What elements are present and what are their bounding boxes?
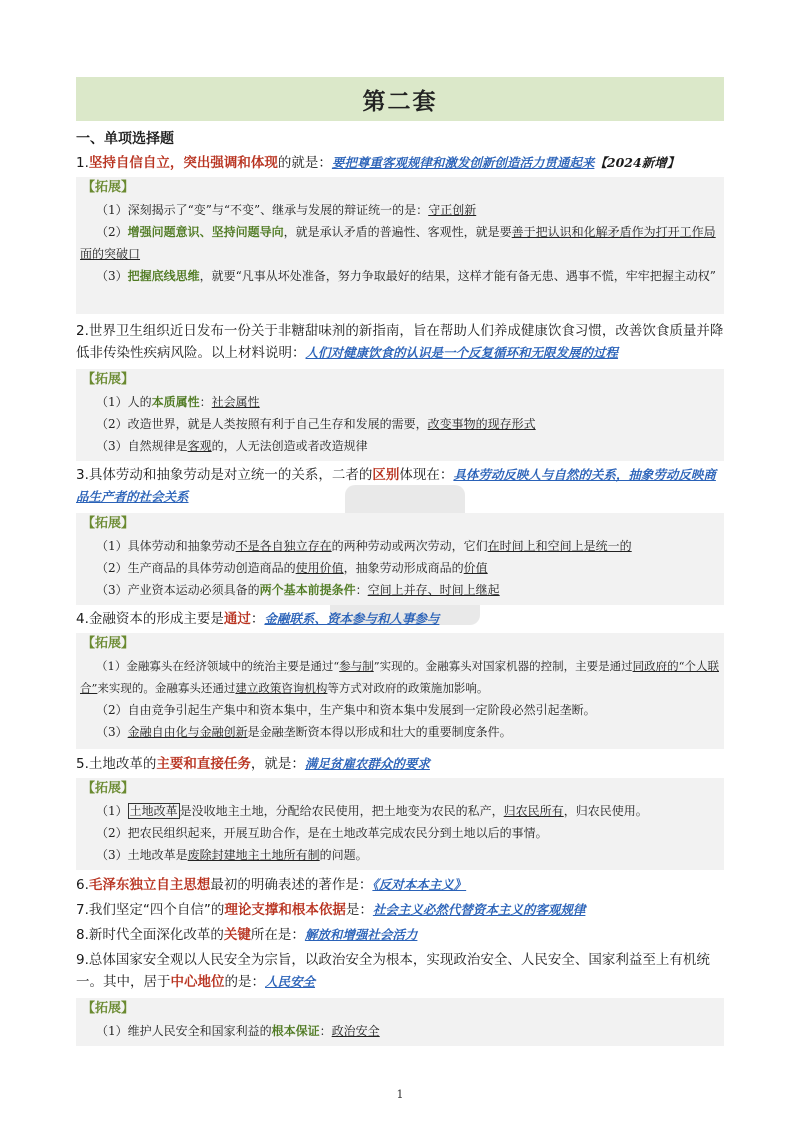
title-bar bbox=[76, 77, 724, 121]
question-6 bbox=[76, 874, 724, 896]
extension-heading: 【拓展】 bbox=[82, 636, 135, 651]
page-title: 第二套 bbox=[362, 87, 438, 115]
q9-stem: 9.总体国家安全观以人民安全为宗旨，以政治安全为根本，实现政治安全、人民安全、国家利益至上有机统一。其中，居于 bbox=[76, 952, 710, 990]
q1-ext-2: （2）增强问题意识、坚持问题导向，就是承认矛盾的普遍性、客观性，就是要善于把认识和化解矛盾作为打开工作局面的突破口 bbox=[80, 225, 716, 261]
section-heading: 一、单项选择题 bbox=[76, 131, 174, 147]
q4-keyword: 通过 bbox=[223, 611, 251, 627]
q5-ext-1: （1） 土地改革 是没收地主土地，分配给农民使用，把土地变为农民的私产，归农民所有，归农民使用。 bbox=[96, 804, 648, 818]
extension-heading: 【拓展】 bbox=[82, 1001, 135, 1016]
q9-stem-2: 的是： bbox=[224, 974, 265, 990]
q3-ext-2: （2）生产商品的具体劳动创造商品的使用价值，抽象劳动形成商品的价值 bbox=[96, 561, 488, 575]
extension-heading: 【拓展】 bbox=[82, 180, 135, 195]
q9-answer: 人民安全 bbox=[265, 974, 316, 989]
extension-heading: 【拓展】 bbox=[82, 781, 135, 796]
question-3 bbox=[76, 464, 724, 508]
q5-stem-2: ，就是： bbox=[250, 756, 305, 772]
q4-ext-2: （2）自由竞争引起生产集中和资本集中，生产集中和资本集中发展到一定阶段必然引起垄断。 bbox=[96, 703, 596, 717]
q2-stem: 2.世界卫生组织近日发布一份关于非糖甜味剂的新指南，旨在帮助人们养成健康饮食习惯，改善饮食质量并降低非传染性疾病风险。以上材料说明： bbox=[76, 323, 724, 361]
q7-stem: 7.我们坚定“四个自信”的 bbox=[76, 902, 225, 918]
q1-stem: 的就是： bbox=[277, 155, 332, 171]
q5-keyword: 主要和直接任务 bbox=[156, 756, 251, 772]
q9-ext-1: （1）维护人民安全和国家利益的根本保证：政治安全 bbox=[96, 1024, 380, 1038]
q3-answer: 具体劳动反映人与自然的关系，抽象劳动反映商品生产者的社会关系 bbox=[76, 467, 716, 504]
question-7 bbox=[76, 899, 724, 921]
question-5 bbox=[76, 753, 724, 775]
q5-answer: 满足贫雇农群众的要求 bbox=[304, 756, 430, 771]
question-2 bbox=[76, 320, 724, 364]
q2-ext-2: （2）改造世界，就是人类按照有利于自己生存和发展的需要，改变事物的现存形式 bbox=[96, 417, 536, 431]
q3-stem-2: 体现在： bbox=[399, 467, 454, 483]
q4-stem: 4.金融资本的形成主要是 bbox=[76, 611, 224, 627]
q9-keyword: 中心地位 bbox=[170, 974, 225, 990]
page-number: 1 bbox=[396, 1088, 404, 1101]
q1-ext-1: （1）深刻揭示了“变”与“不变”、继承与发展的辩证统一的是：守正创新 bbox=[96, 203, 477, 217]
extension-heading: 【拓展】 bbox=[82, 372, 135, 387]
extension-heading: 【拓展】 bbox=[82, 516, 135, 531]
q4-stem-2: ： bbox=[250, 611, 265, 627]
q8-stem: 8.新时代全面深化改革的 bbox=[76, 927, 224, 943]
extension-box-3 bbox=[76, 513, 724, 605]
q7-keyword: 理论支撑和根本依据 bbox=[224, 902, 346, 918]
q3-keyword: 区别 bbox=[372, 467, 400, 483]
extension-box-4 bbox=[76, 633, 724, 749]
q4-answer: 金融联系、资本参与和人事参与 bbox=[264, 611, 440, 626]
q1-keyword: 坚持自信自立，突出强调和体现 bbox=[88, 155, 278, 171]
q7-stem-2: 是： bbox=[345, 902, 373, 918]
q3-stem: 3.具体劳动和抽象劳动是对立统一的关系，二者的 bbox=[76, 467, 373, 483]
q1-answer: 要把尊重客观规律和激发创新创造活力贯通起来 bbox=[331, 155, 595, 170]
q6-keyword: 毛泽东独立自主思想 bbox=[88, 877, 211, 893]
extension-box-2 bbox=[76, 369, 724, 461]
question-9 bbox=[76, 949, 724, 993]
q1-number: 1. bbox=[76, 155, 89, 171]
q2-answer: 人们对健康饮食的认识是一个反复循环和无限发展的过程 bbox=[305, 345, 619, 360]
q8-stem-2: 所在是： bbox=[250, 927, 305, 943]
extension-box-5 bbox=[76, 778, 724, 870]
q4-ext-1: （1）金融寡头在经济领域中的统治主要是通过“参与制”实现的。金融寡头对国家机器的控制，主要是通过同政府的“个人联合”来实现的。金融寡头还通过建立政策咨询机构等方式对政府的政策施加影响。 bbox=[80, 659, 719, 695]
q8-answer: 解放和增强社会活力 bbox=[304, 927, 418, 942]
q1-tag: 【2024新增】 bbox=[594, 155, 680, 170]
q6-answer: 《反对本本主义》 bbox=[372, 877, 467, 892]
q6-stem: 最初的明确表述的著作是： bbox=[210, 877, 373, 893]
q5-ext-3: （3）土地改革是废除封建地主土地所有制的问题。 bbox=[96, 848, 368, 862]
q4-ext-3: （3）金融自由化与金融创新是金融垄断资本得以形成和壮大的重要制度条件。 bbox=[96, 725, 512, 739]
q8-keyword: 关键 bbox=[223, 927, 251, 943]
q3-ext-3: （3）产业资本运动必须具备的两个基本前提条件：空间上并存、时间上继起 bbox=[96, 583, 500, 597]
question-8 bbox=[76, 924, 724, 946]
question-1 bbox=[76, 152, 724, 174]
q2-ext-1: （1）人的本质属性：社会属性 bbox=[96, 395, 260, 409]
q6-number: 6. bbox=[76, 877, 89, 893]
q2-ext-3: （3）自然规律是客观的，人无法创造或者改造规律 bbox=[96, 439, 368, 453]
q7-answer: 社会主义必然代替资本主义的客观规律 bbox=[372, 902, 586, 917]
extension-box-9 bbox=[76, 998, 724, 1046]
q3-ext-1: （1）具体劳动和抽象劳动不是各自独立存在的两种劳动或两次劳动，它们在时间上和空间上是统一的 bbox=[96, 539, 632, 553]
extension-box-1 bbox=[76, 177, 724, 314]
question-4 bbox=[76, 608, 724, 630]
q5-ext-2: （2）把农民组织起来，开展互助合作，是在土地改革完成农民分到土地以后的事情。 bbox=[96, 826, 548, 840]
q5-stem: 5.土地改革的 bbox=[76, 756, 157, 772]
q1-ext-3: （3）把握底线思维，就要“凡事从坏处准备，努力争取最好的结果，这样才能有备无患、遇事不慌，牢牢把握主动权” bbox=[96, 269, 716, 283]
